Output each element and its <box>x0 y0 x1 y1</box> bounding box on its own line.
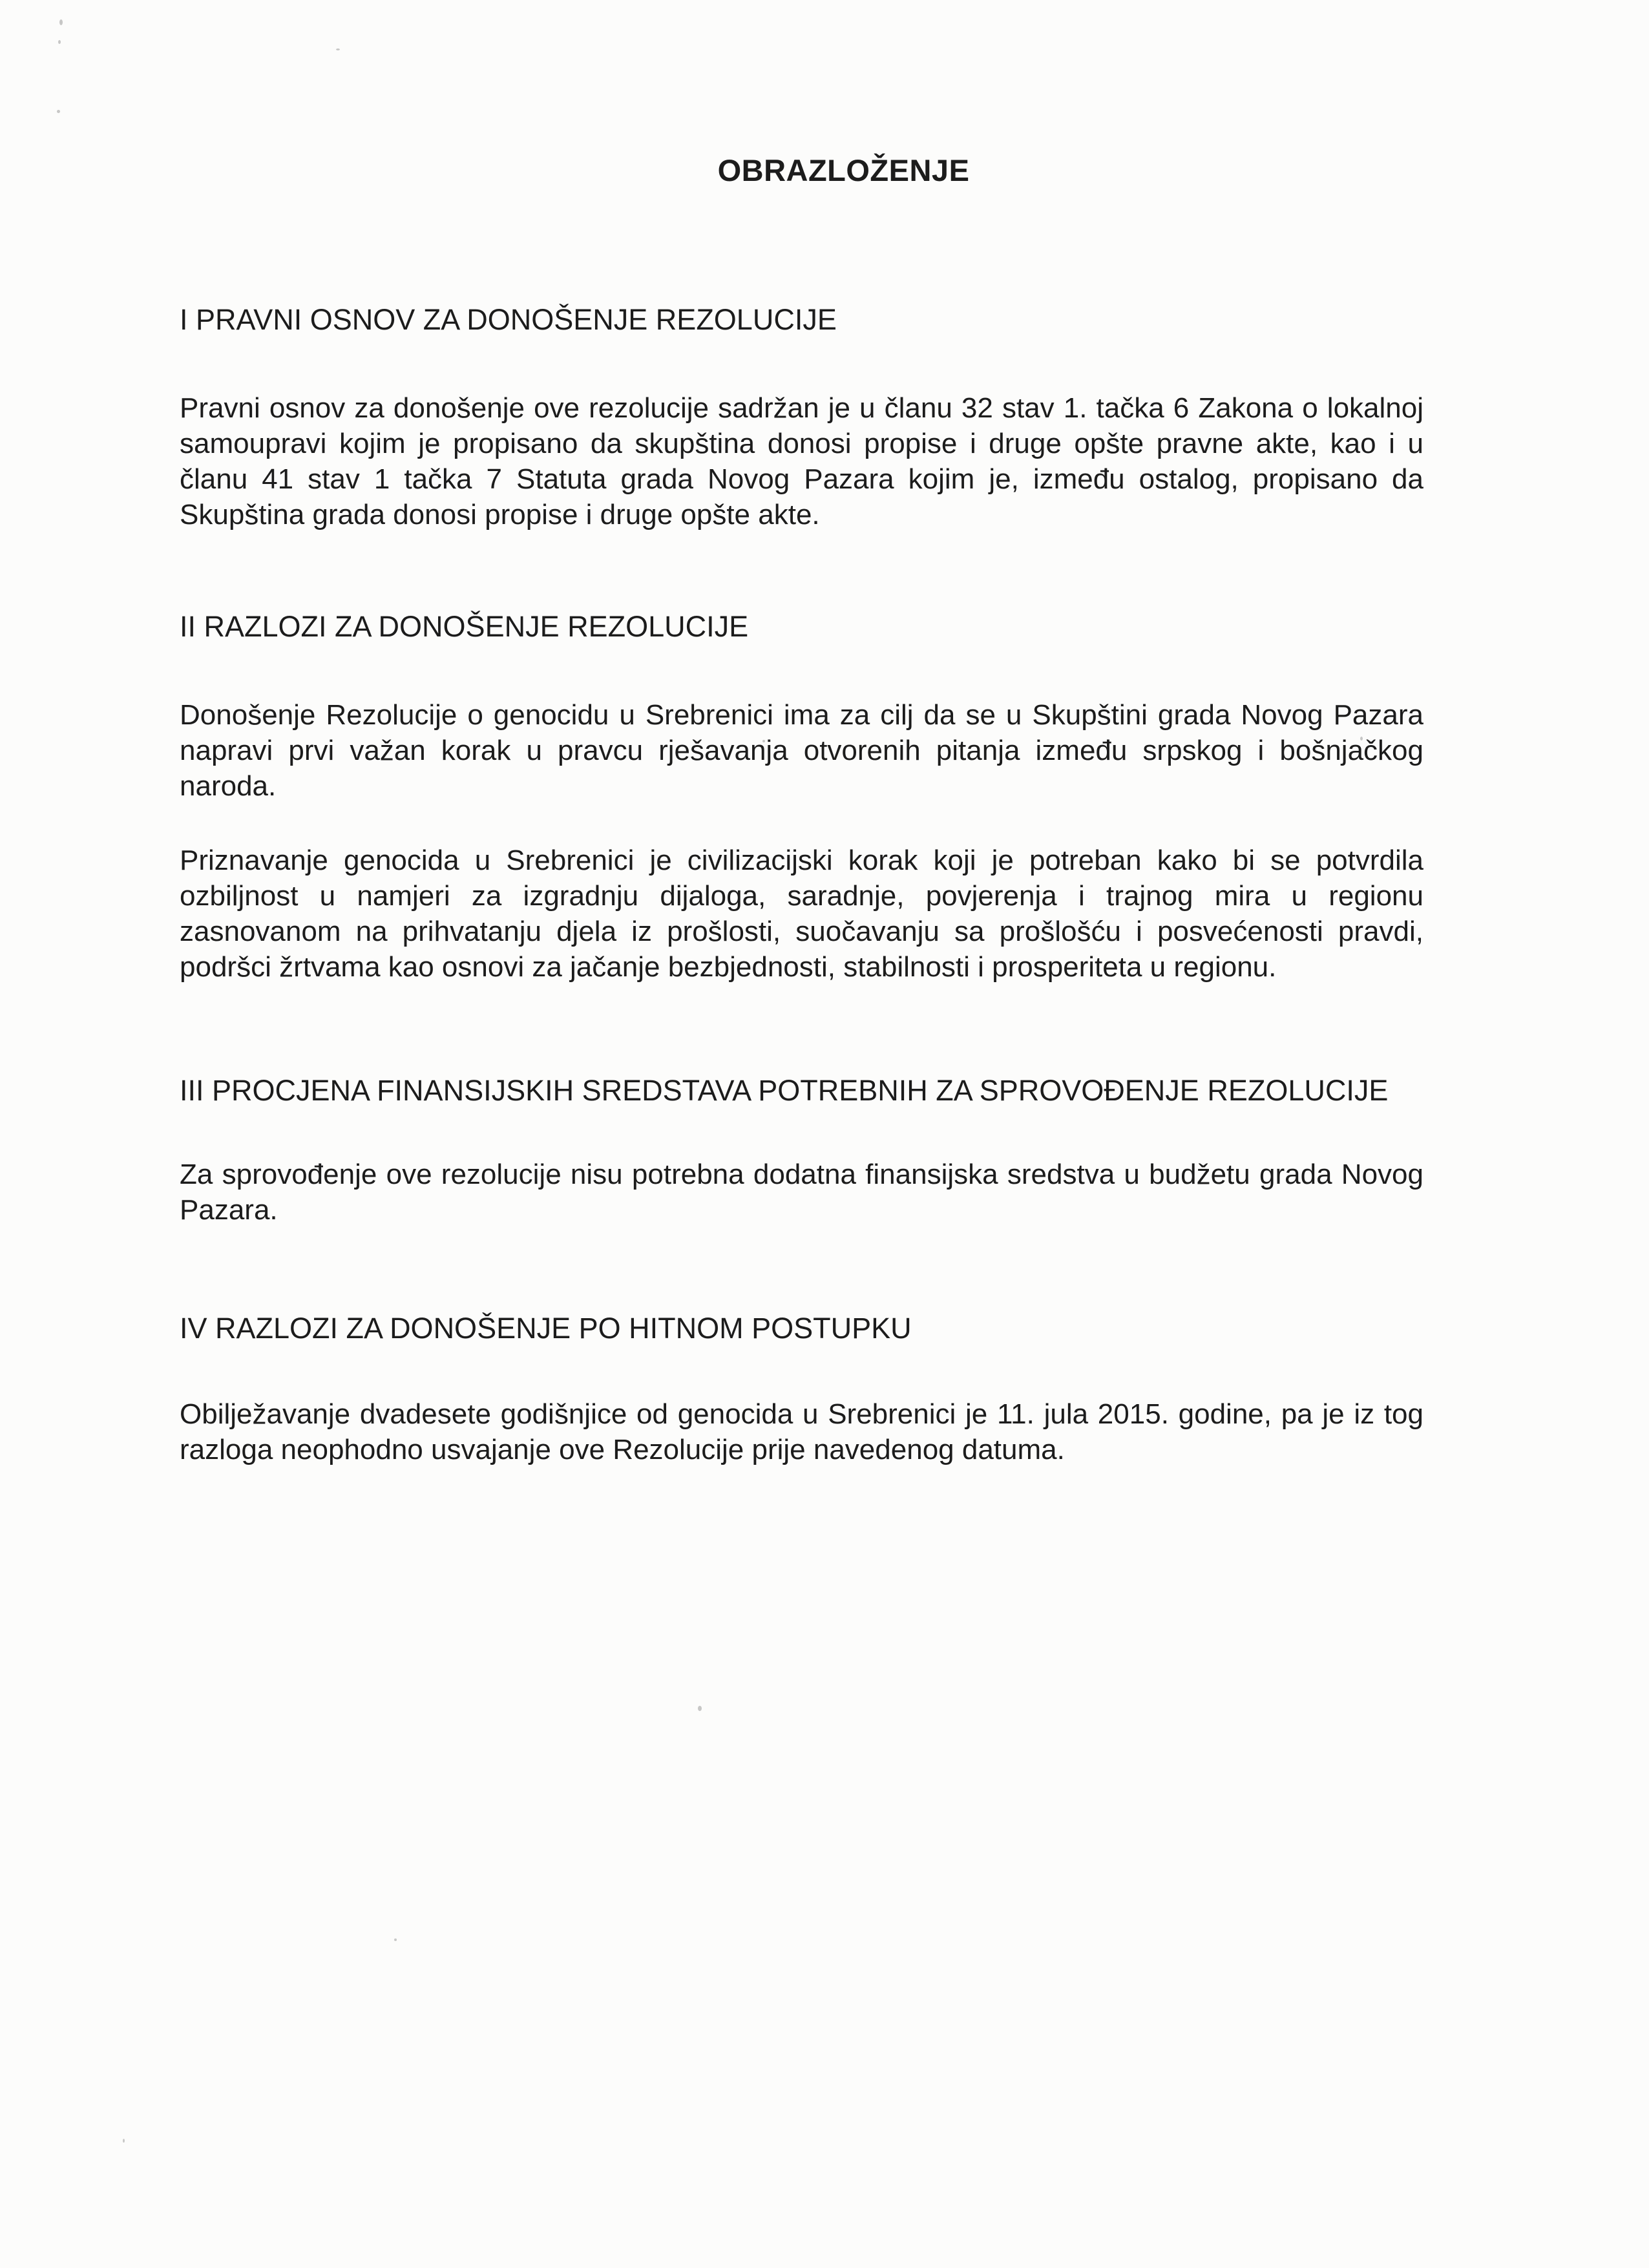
paragraph-legal-basis: Pravni osnov za donošenje ove rezolucije sadržan je u članu 32 stav 1. tačka 6 Zakona o lokalnoj samoupravi kojim je propisano da skupština donosi propise i druge opšte pravne akte, kao i u članu 41 stav 1 tačka 7 Statuta grada Novog Pazara kojim je, između ostalog, propisano da Skupština grada donosi propise i druge opšte akte. <box>180 392 1423 530</box>
document-title: OBRAZLOŽENJE <box>717 153 970 187</box>
document-body <box>180 155 1423 1467</box>
section-heading-financial-assessment: III PROCJENA FINANSIJSKIH SREDSTAVA POTREBNIH ZA SPROVOĐENJE REZOLUCIJE <box>180 1073 1389 1107</box>
scan-speck <box>57 110 60 113</box>
scan-speck <box>336 48 340 50</box>
paragraph-financial-assessment: Za sprovođenje ove rezolucije nisu potrebna dodatna finansijska sredstva u budžetu grada Novog Pazara. <box>180 1158 1423 1226</box>
scan-speck <box>59 19 63 25</box>
section-heading-reasons: II RAZLOZI ZA DONOŠENJE REZOLUCIJE <box>180 609 749 643</box>
section-heading-urgent-procedure: IV RAZLOZI ZA DONOŠENJE PO HITNOM POSTUPKU <box>180 1311 912 1345</box>
paragraph-reasons-goal: Donošenje Rezolucije o genocidu u Srebrenici ima za cilj da se u Skupštini grada Novog Pazara napravi prvi važan korak u pravcu rješavanja otvorenih pitanja između srpskog i bošnjačkog naroda. <box>180 698 1423 802</box>
paragraph-reasons-recognition: Priznavanje genocida u Srebrenici je civilizacijski korak koji je potreban kako bi se potvrdila ozbiljnost u namjeri za izgradnju dijaloga, saradnje, povjerenja i trajnog mira u regionu zasnovanom na prihvatanju djela iz prošlosti, suočavanju sa prošlošću i posvećenosti pravdi, podršci žrtvama kao osnovi za jačanje bezbjednosti, stabilnosti i prosperiteta u regionu. <box>180 844 1423 983</box>
paragraph-urgent-procedure: Obilježavanje dvadesete godišnjice od genocida u Srebrenici je 11. jula 2015. godine, pa je iz tog razloga neophodno usvajanje ove Rezolucije prije navedenog datuma. <box>180 1398 1423 1466</box>
scan-speck <box>58 40 61 44</box>
section-heading-legal-basis: I PRAVNI OSNOV ZA DONOŠENJE REZOLUCIJE <box>180 303 837 336</box>
scan-speck <box>123 2139 125 2143</box>
scan-speck <box>698 1706 702 1711</box>
scan-speck <box>394 1938 397 1941</box>
